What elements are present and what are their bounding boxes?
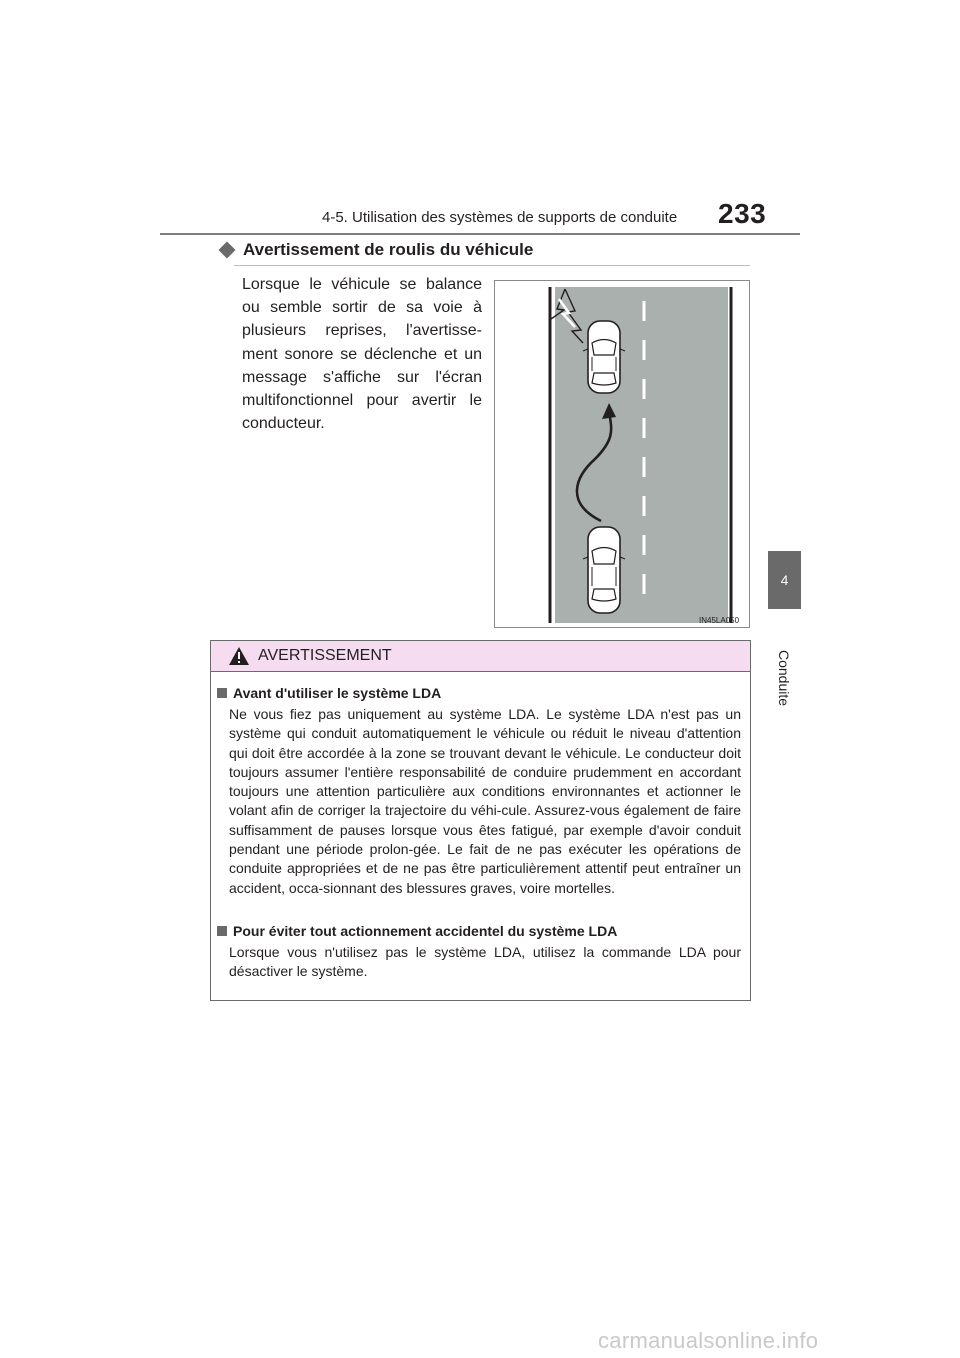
vehicle-sway-illustration xyxy=(494,280,750,628)
warning-item-text: Ne vous fiez pas uniquement au système LDA. Le système LDA n'est pas un système qui conduit automatiquement le véhicule ou réduit le niveau d'attention qui doit être accordée à la zone se trouvant devant le véhicule. Le conducteur doit toujours assumer l'entière responsabilité de conduire prudemment en accordant toujours une attention particulière aux conditions environnantes et actionner le volant afin de corriger la trajectoire du véhi-cule. Assurez-vous également de faire suffisamment de pauses lorsque vous êtes fatigué, par exemple d'avoir conduit pendant une période prolon-gée. Le fait de ne pas exécuter les opérations de conduite appropriées et de ne pas être particulièrement attentif peut entraîner un accident, occa-sionnant des blessures graves, voire mortelles. xyxy=(229,706,741,896)
warning-item-heading xyxy=(211,923,752,939)
figure-code: IN45LA050 xyxy=(699,616,740,625)
warning-item-title: Pour éviter tout actionnement accidentel du système LDA xyxy=(233,923,618,939)
watermark-text: carmanualsonline.info xyxy=(598,1328,819,1353)
car-front-icon xyxy=(583,321,625,393)
heading-divider xyxy=(234,265,750,266)
road-diagram xyxy=(495,281,750,628)
page-number: 233 xyxy=(718,198,767,229)
warning-item-heading xyxy=(211,685,752,701)
warning-header xyxy=(211,641,750,672)
warning-title: AVERTISSEMENT xyxy=(258,647,392,664)
section-body-text: Lorsque le véhicule se balance ou semble sortir de sa voie à plusieurs reprises, l'avertisse-ment sonore se déclenche et un message s'affiche sur l'écran multifonctionnel pour avertir le conducteur. xyxy=(242,276,482,433)
square-bullet-icon xyxy=(217,926,227,936)
chapter-number: 4 xyxy=(780,572,789,588)
warning-box xyxy=(210,640,751,1001)
header-section-title: 4-5. Utilisation des systèmes de supports de conduite xyxy=(322,209,678,226)
warning-item xyxy=(211,685,752,898)
car-rear-icon xyxy=(583,527,625,613)
chapter-tab xyxy=(768,551,801,609)
diamond-bullet-icon xyxy=(219,242,236,259)
warning-item-title: Avant d'utiliser le système LDA xyxy=(233,685,442,701)
section-heading-text: Avertissement de roulis du véhicule xyxy=(243,240,534,259)
section-heading xyxy=(218,240,533,260)
chapter-label: Conduite xyxy=(776,649,793,707)
header-divider xyxy=(160,233,800,235)
road-surface xyxy=(555,287,728,623)
warning-triangle-icon xyxy=(228,646,250,666)
warning-item-text: Lorsque vous n'utilisez pas le système LDA, utilisez la commande LDA pour désactiver le système. xyxy=(229,944,741,980)
chapter-label-container xyxy=(759,648,809,708)
warning-item xyxy=(211,923,752,982)
square-bullet-icon xyxy=(217,688,227,698)
